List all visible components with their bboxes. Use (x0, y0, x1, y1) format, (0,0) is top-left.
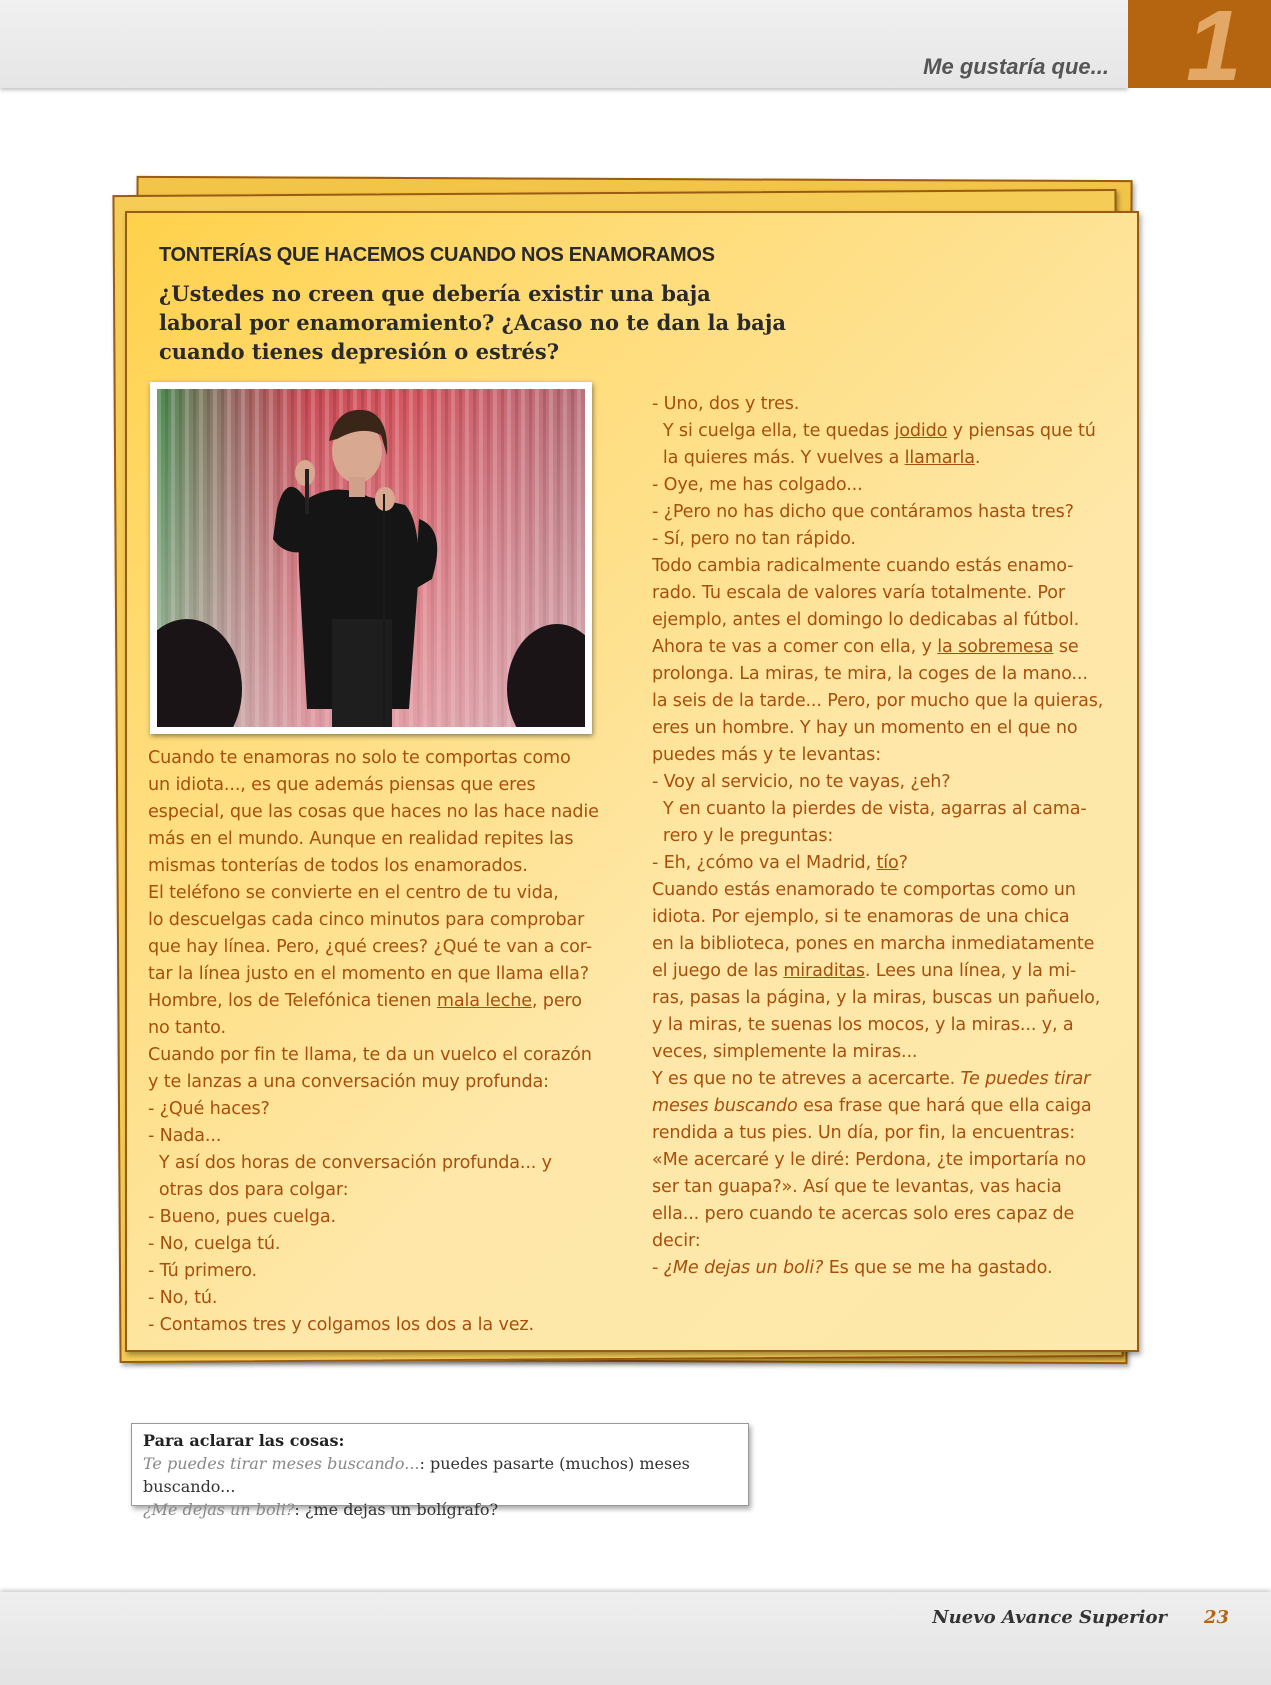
right-text-part-8: Es que se me ha gastado. (823, 1258, 1053, 1278)
italic-expression: ¿Me dejas un boli? (663, 1258, 824, 1278)
right-text-part-4: se prolonga. La miras, te mira, la coges de la mano... la seis de la tarde... Pero, por mucho que la quieras, eres un hombre. Y hay un momento en el que no puedes más y te levantas: - Voy al servicio, no te vayas, ¿eh? Y en cuanto la pierdes de vista, agarras al cama- rero y le preguntas: - Eh, ¿cómo va el Madrid, (652, 637, 1104, 873)
right-text-part-6: . Lees una línea, y la mi- ras, pasas la página, y la miras, buscas un pañuelo, y la miras, te suenas los mocos, y la miras... y, a veces, simplemente la miras... Y es que no te atreves a acercarte. (652, 961, 1101, 1089)
clarification-item (143, 1498, 737, 1521)
clarification-definition: : puedes pasarte (muchos) meses buscando... (143, 1454, 690, 1496)
article-heading: TONTERÍAS QUE HACEMOS CUANDO NOS ENAMORAMOS (159, 244, 715, 266)
right-text-part-7: esa frase que hará que ella caiga rendida a tus pies. Un día, por fin, la encuentras: «Me acercaré y le diré: Perdona, ¿te importaría no ser tan guapa?». Así que te levantas, vas hacia ella... pero cuando te acercas solo eres capaz de decir: - (652, 1096, 1092, 1278)
underlined-expression: llamarla (904, 448, 975, 468)
clarification-term: ¿Me dejas un boli? (143, 1500, 295, 1519)
clarification-box (131, 1423, 749, 1519)
clarification-title: Para aclarar las cosas: (143, 1431, 345, 1450)
clarification-definition: : ¿me dejas un bolígrafo? (294, 1500, 499, 1519)
right-text-part-3: . - Oye, me has colgado... - ¿Pero no has dicho que contáramos hasta tres? - Sí, pero no tan rápido. Todo cambia radicalmente cuando estás enamo- rado. Tu escala de valores varía totalmente. Por ejemplo, antes el domingo lo dedicabas al fútbol. Ahora te vas a comer con ella, y (652, 448, 1080, 657)
page-number: 23 (1204, 1607, 1230, 1628)
article-left-column (148, 745, 599, 1339)
clarification-term: Te puedes tirar meses buscando... (143, 1454, 420, 1473)
left-text-part-2: , pero no tanto. Cuando por fin te llama, te da un vuelco el corazón y te lanzas a una conversación muy profunda: - ¿Qué haces? - Nada... Y así dos horas de conversación profunda... y otras dos para colgar: - Bueno, pues cuelga. - No, cuelga tú. - Tú primero. - No, tú. - Contamos tres y colgamos los dos a la vez. (148, 991, 592, 1335)
right-text-part-1: - Uno, dos y tres. Y si cuelga ella, te quedas (652, 394, 890, 441)
footer-band (0, 1592, 1271, 1685)
underlined-expression: tío (876, 853, 899, 873)
right-text-part-5: ? Cuando estás enamorado te comportas como un idiota. Por ejemplo, si te enamoras de una chica en la biblioteca, pones en marcha inmediatamente el juego de las (652, 853, 1095, 981)
clarification-item (143, 1452, 737, 1498)
right-text-part-2: y piensas que tú la quieres más. Y vuelves a (662, 421, 1096, 468)
chapter-number: 1 (1186, 0, 1242, 102)
article-right-column (652, 391, 1103, 1282)
comedian-photo (157, 389, 585, 727)
article-subheading: ¿Ustedes no creen que debería existir una baja laboral por enamoramiento? ¿Acaso no te dan la baja cuando tienes depresión o estrés? (159, 281, 786, 364)
running-title: Me gustaría que... (923, 54, 1109, 79)
underlined-expression: jodido (894, 421, 948, 441)
underlined-expression: miraditas (783, 961, 865, 981)
underlined-expression: la sobremesa (937, 637, 1054, 657)
underlined-expression: mala leche (436, 991, 532, 1011)
book-title: Nuevo Avance Superior (932, 1607, 1167, 1628)
left-text-part-1: Cuando te enamoras no solo te comportas como un idiota..., es que además piensas que eres especial, que las cosas que haces no las hace nadie más en el mundo. Aunque en realidad repites las mismas tonterías de todos los enamorados. El teléfono se convierte en el centro de tu vida, lo descuelgas cada cinco minutos para comprobar que hay línea. Pero, ¿qué crees? ¿Qué te van a cor- tar la línea justo en el momento en que llama ella? Hombre, los de Telefónica tienen (148, 748, 599, 1011)
italic-expression: Te puedes tirar meses buscando (652, 1069, 1091, 1116)
article-photo (150, 382, 592, 734)
